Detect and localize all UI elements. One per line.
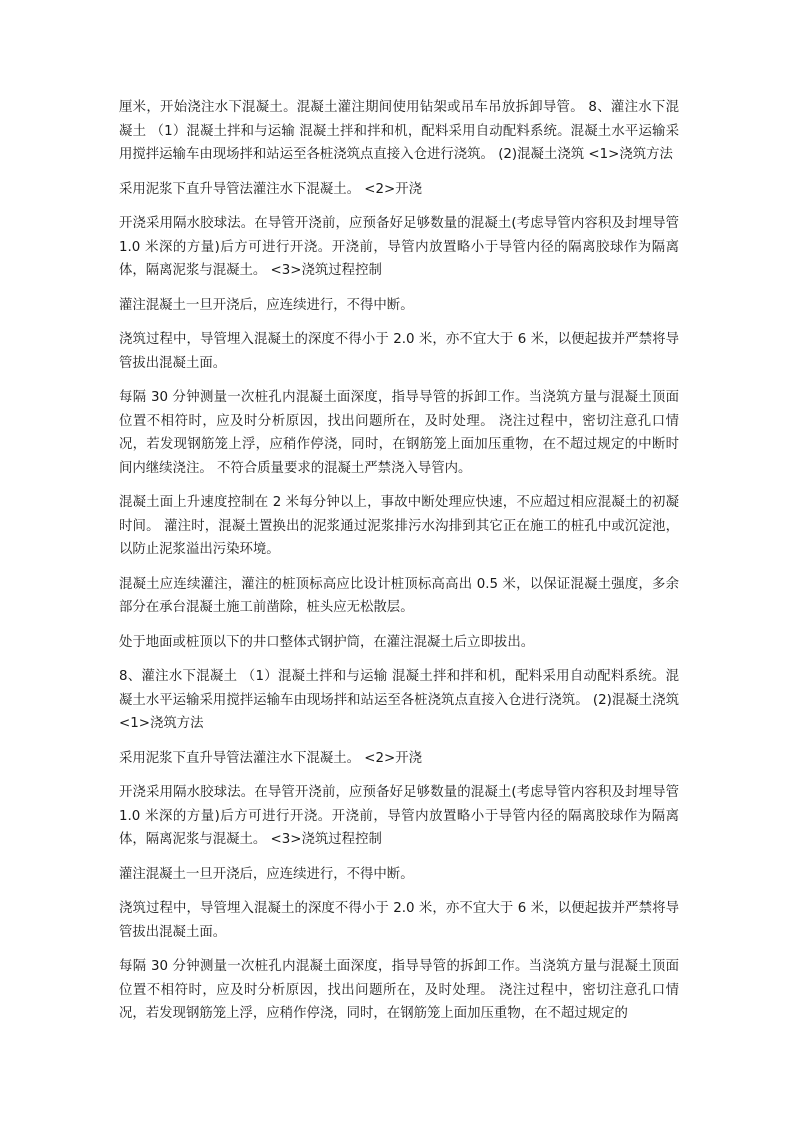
paragraph: 混凝土应连续灌注，灌注的桩顶标高应比设计桩顶标高高出 0.5 米，以保证混凝土强度，多余部分在承台混凝土施工前凿除，桩头应无松散层。 [119,576,679,615]
paragraph: 开浇采用隔水胶球法。在导管开浇前，应预备好足够数量的混凝土(考虑导管内容积及封埋导管 1.0 米深的方量)后方可进行开浇。开浇前，导管内放置略小于导管内径的隔离胶球作为隔离体，隔离泥浆与混凝土。 <3>浇筑过程控制 [119,216,679,278]
paragraph: 采用泥浆下直升导管法灌注水下混凝土。 <2>开浇 [119,750,423,766]
paragraph: 浇筑过程中，导管埋入混凝土的深度不得小于 2.0 米，亦不宜大于 6 米，以便起拔并严禁将导管拔出混凝土面。 [119,332,679,371]
paragraph: 处于地面或桩顶以下的井口整体式钢护筒，在灌注混凝土后立即拔出。 [119,634,535,650]
paragraph: 厘米，开始浇注水下混凝土。混凝土灌注期间使用钻架或吊车吊放拆卸导管。 8、灌注水下混凝土 （1）混凝土拌和与运输 混凝土拌和拌和机，配料采用自动配料系统。混凝土水平运输采用搅拌运输车由现场拌和站运至各桩浇筑点直接入仓进行浇筑。 (2)混凝土浇筑 <1>浇筑方法 [119,100,679,162]
paragraph: 灌注混凝土一旦开浇后，应连续进行，不得中断。 [119,297,414,313]
paragraph: 开浇采用隔水胶球法。在导管开浇前，应预备好足够数量的混凝土(考虑导管内容积及封埋导管 1.0 米深的方量)后方可进行开浇。开浇前，导管内放置略小于导管内径的隔离胶球作为隔离体，隔离泥浆与混凝土。 <3>浇筑过程控制 [119,785,679,847]
paragraph: 浇筑过程中，导管埋入混凝土的深度不得小于 2.0 米，亦不宜大于 6 米，以便起拔并严禁将导管拔出混凝土面。 [119,901,679,940]
paragraph: 8、灌注水下混凝土 （1）混凝土拌和与运输 混凝土拌和拌和机，配料采用自动配料系统。混凝土水平运输采用搅拌运输车由现场拌和站运至各桩浇筑点直接入仓进行浇筑。 (2)混凝土浇筑 <1>浇筑方法 [119,669,679,731]
paragraph: 混凝土面上升速度控制在 2 米每分钟以上，事故中断处理应快速，不应超过相应混凝土的初凝时间。 灌注时，混凝土置换出的泥浆通过泥浆排污水沟排到其它正在施工的桩孔中或沉淀池，以防止泥浆溢出污染环境。 [119,495,679,557]
paragraph: 每隔 30 分钟测量一次桩孔内混凝土面深度，指导导管的拆卸工作。当浇筑方量与混凝土顶面位置不相符时，应及时分析原因，找出问题所在，及时处理。 浇注过程中，密切注意孔口情况，若发现钢筋笼上浮，应稍作停浇，同时，在钢筋笼上面加压重物，在不超过规定的 [119,959,679,1021]
paragraph: 每隔 30 分钟测量一次桩孔内混凝土面深度，指导导管的拆卸工作。当浇筑方量与混凝土顶面位置不相符时，应及时分析原因，找出问题所在，及时处理。 浇注过程中，密切注意孔口情况，若发现钢筋笼上浮，应稍作停浇，同时，在钢筋笼上面加压重物，在不超过规定的中断时间内继续浇注。 不符合质量要求的混凝土严禁浇入导管内。 [119,390,679,476]
paragraph: 灌注混凝土一旦开浇后，应连续进行，不得中断。 [119,866,414,882]
paragraph: 采用泥浆下直升导管法灌注水下混凝土。 <2>开浇 [119,181,423,197]
document-page [119,96,679,1037]
